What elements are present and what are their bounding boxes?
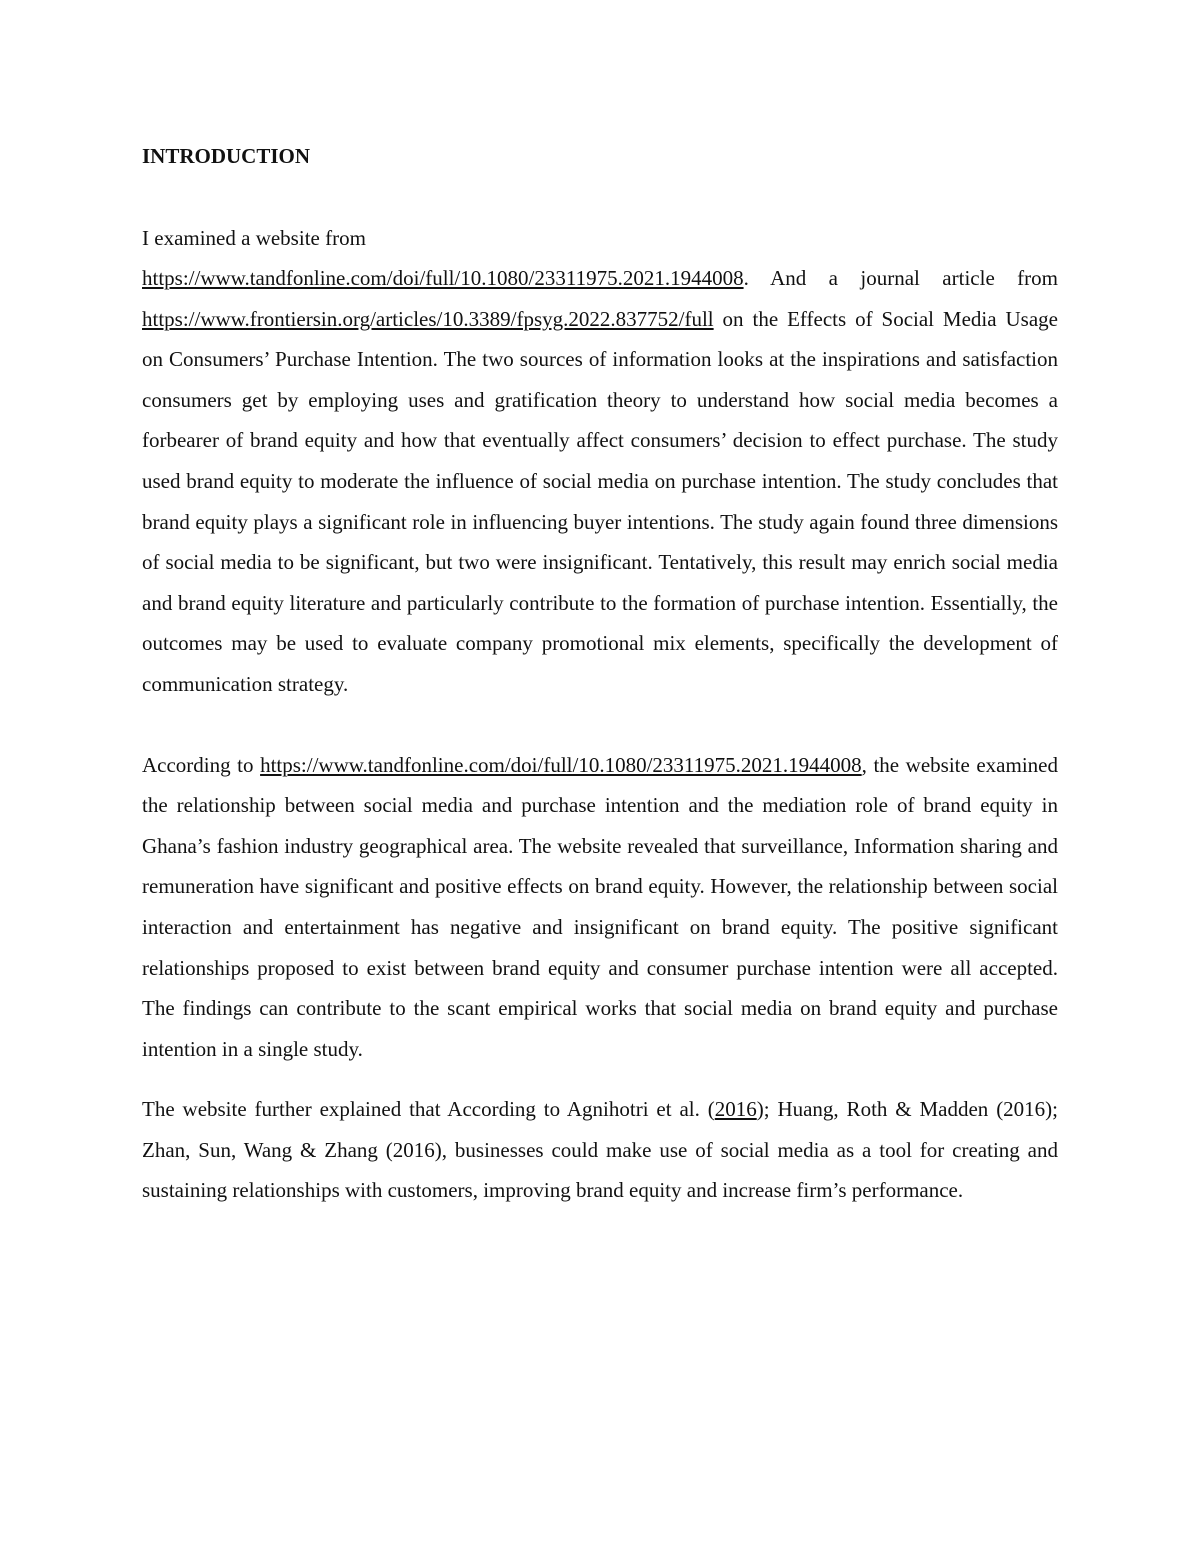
section-heading: INTRODUCTION (142, 144, 311, 168)
tandfonline-link[interactable]: https://www.tandfonline.com/doi/full/10.1080/23311975.2021.1944008 (142, 266, 744, 290)
paragraph-text: The website further explained that According to Agnihotri et al. ( (142, 1097, 715, 1122)
paragraph-further-explained (142, 1089, 1058, 1211)
paragraph-text: on the Effects of Social Media Usage on Consumers’ Purchase Intention. The two sources of information looks at the inspirations and satisfaction consumers get by employing uses and gratification theory to understand how social media becomes a forbearer of brand equity and how that eventually affect consumers’ decision to effect purchase. The study used brand equity to moderate the influence of social media on purchase intention. The study concludes that brand equity plays a significant role in influencing buyer intentions. The study again found three dimensions of social media to be significant, but two were insignificant. Tentatively, this result may enrich social media and brand equity literature and particularly contribute to the formation of purchase intention. Essentially, the outcomes may be used to evaluate company promotional mix elements, specifically the development of communication strategy. (142, 306, 1058, 696)
paragraph-lead-line: I examined a website from (142, 226, 366, 250)
paragraph-text: ); Huang, Roth & Madden (2016); Zhan, Sun, Wang & Zhang (2016), businesses could make use of social media as a tool for creating and sustaining relationships with customers, improving brand equity and increase firm’s performance. (142, 1097, 1059, 1203)
paragraph-according-to (142, 745, 1058, 1070)
paragraph-intro (142, 258, 1058, 705)
frontiersin-link[interactable]: https://www.frontiersin.org/articles/10.3389/fpsyg.2022.837752/full (142, 306, 714, 331)
document-page (142, 140, 1058, 1211)
paragraph-text: , the website examined the relationship between social media and purchase intention and the mediation role of brand equity in Ghana’s fashion industry geographical area. The website revealed that surveillance, Information sharing and remuneration have significant and positive effects on brand equity. However, the relationship between social interaction and entertainment has negative and insignificant on brand equity. The positive significant relationships proposed to exist between brand equity and consumer purchase intention were all accepted. The findings can contribute to the scant empirical works that social media on brand equity and purchase intention in a single study. (142, 752, 1058, 1061)
paragraph-text: . And a journal article from (743, 266, 1058, 290)
citation-link-2016[interactable]: 2016 (714, 1097, 757, 1122)
tandfonline-link-2[interactable]: https://www.tandfonline.com/doi/full/10.1080/23311975.2021.1944008 (260, 752, 862, 777)
paragraph-text: According to (142, 752, 261, 777)
